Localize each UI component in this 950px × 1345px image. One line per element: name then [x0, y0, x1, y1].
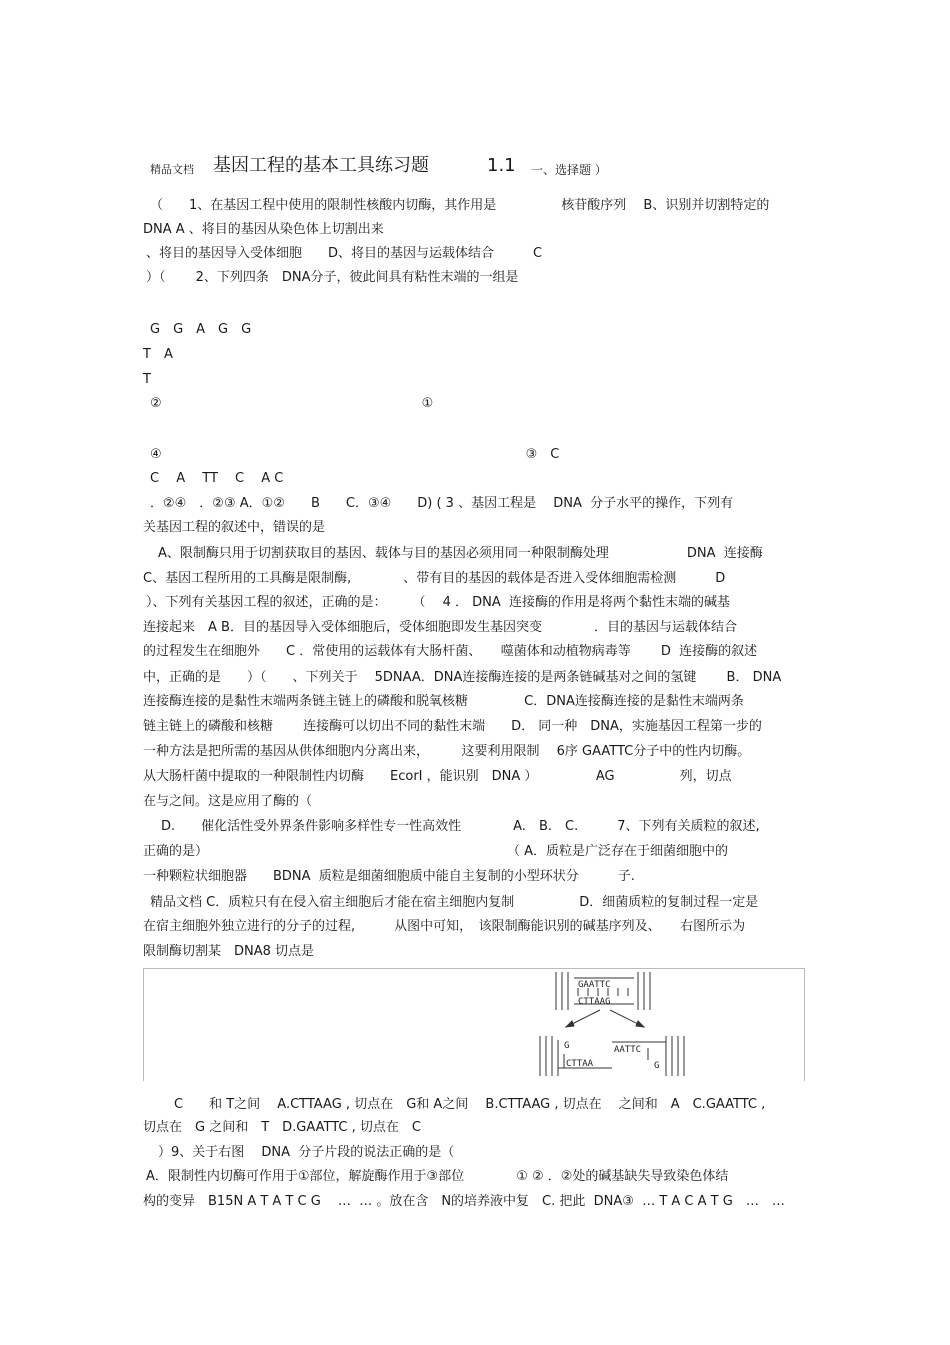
- text-line: T A: [143, 347, 173, 362]
- text-line: C 和 T之间 A.CTTAAG , 切点在 G和 A之间 B.CTTAAG , 切点在 之间和 A C.GAATTC ,: [174, 1097, 766, 1112]
- top-strand-seq: GAATTC: [578, 980, 611, 990]
- text-line: 限制酶切割某 DNA8 切点是: [143, 944, 315, 959]
- text-line: 连接酶连接的是黏性末端两条链主链上的磷酸和脱氧核糖 C．DNA连接酶连接的是黏性末端两条: [143, 694, 744, 709]
- header-tag: 精品文档: [150, 163, 194, 176]
- text-line: 一种颗粒状细胞器 BDNA 质粒是细菌细胞质中能自主复制的小型环状分 子.: [143, 869, 635, 884]
- title-number: 1.1: [487, 155, 516, 176]
- text-line: G G A G G: [150, 322, 252, 337]
- text-line: ② ①: [150, 396, 434, 411]
- text-line: 、将目的基因导入受体细胞 D、将目的基因与运载体结合 C: [146, 246, 543, 261]
- text-line: 的过程发生在细胞外 C ．常使用的运载体有大肠杆菌、 噬菌体和动植物病毒等 D 连接酶的叙述: [143, 644, 758, 659]
- left-fragment-top: G: [564, 1041, 570, 1051]
- text-line: C、基因工程所用的工具酶是限制酶, 、带有目的基因的载体是否进入受体细胞需检测 D: [143, 571, 726, 586]
- text-line: ．②④ ．②③ A．①② B C．③④ D) ( 3 、基因工程是 DNA 分子水平的操作，下列有: [150, 496, 734, 511]
- text-line: 切点在 G 之间和 T D.GAATTC , 切点在 C: [143, 1120, 421, 1135]
- text-line: ）、下列有关基因工程的叙述，正确的是： （ 4 ． DNA 连接酶的作用是将两个黏性末端的碱基: [146, 595, 731, 610]
- text-line: A、限制酶只用于切割获取目的基因、载体与目的基因必须用同一种限制酶处理 DNA 连接酶: [158, 546, 763, 561]
- text-line: 构的变异 B15N A T A T C G … … 。放在含 N的培养液中复 C. 把此 DNA③ … T A C A T G … …: [143, 1194, 785, 1209]
- section-label: 一、选择题 ）: [531, 163, 607, 177]
- left-fragment-bottom: CTTAA: [566, 1059, 594, 1069]
- text-line: T: [143, 372, 151, 387]
- text-line: D. 催化活性受外界条件影响多样性专一性高效性 A. B. C. 7、下列有关质粒的叙述,: [161, 819, 760, 834]
- text-line: 在宿主细胞外独立进行的分子的过程, 从图中可知， 该限制酶能识别的碱基序列及、 右图所示为: [143, 919, 746, 934]
- text-line: 一种方法是把所需的基因从供体细胞内分离出来， 这要利用限制 6序 GAATTC分子中的性内切酶。: [143, 744, 751, 759]
- restriction-enzyme-figure: [530, 968, 690, 1080]
- figure-frame: [143, 968, 805, 1081]
- text-line: 正确的是） （ A．质粒是广泛存在于细菌细胞中的: [143, 844, 729, 859]
- text-line: 中，正确的是 ）（ 、下列关于 5DNAA．DNA连接酶连接的是两条链碱基对之间的氢键 B． DNA: [143, 670, 782, 685]
- right-fragment-top: AATTC: [614, 1045, 642, 1055]
- text-line: 关基因工程的叙述中，错误的是: [143, 520, 326, 535]
- text-line: DNA A 、将目的基因从染色体上切割出来: [143, 222, 384, 237]
- text-line: 在与之间。这是应用了酶的（: [143, 794, 313, 809]
- bottom-strand-seq: CTTAAG: [578, 997, 611, 1007]
- text-line: 连接起来 A B．目的基因导入受体细胞后，受体细胞即发生基因突变 ．目的基因与运载体结合: [143, 620, 737, 635]
- text-line: 从大肠杆菌中提取的一种限制性内切酶 EcorI ，能识别 DNA ） AG 列，切点: [143, 769, 732, 784]
- text-line: 精品文档 C．质粒只有在侵入宿主细胞后才能在宿主细胞内复制 D．细菌质粒的复制过程一定是: [150, 895, 759, 910]
- text-line: ④ ③ C: [150, 447, 560, 462]
- text-line: A．限制性内切酶可作用于①部位，解旋酶作用于③部位 ① ② ．②处的碱基缺失导致染色体结: [146, 1169, 729, 1184]
- text-line: C A TT C A C: [150, 471, 284, 486]
- page-title: 基因工程的基本工具练习题: [213, 155, 429, 176]
- right-fragment-bottom: G: [654, 1061, 660, 1071]
- text-line: 链主链上的磷酸和核糖 连接酶可以切出不同的黏性末端 D． 同一种 DNA，实施基因工程第一步的: [143, 719, 762, 734]
- text-line: ）9、关于右图 DNA 分子片段的说法正确的是（: [158, 1145, 455, 1160]
- text-line: ）（ 2、下列四条 DNA分子，彼此间具有粘性末端的一组是: [146, 270, 519, 285]
- text-line: （ 1、在基因工程中使用的限制性核酸内切酶，其作用是 核苷酸序列 B、识别并切割特定的: [150, 198, 770, 213]
